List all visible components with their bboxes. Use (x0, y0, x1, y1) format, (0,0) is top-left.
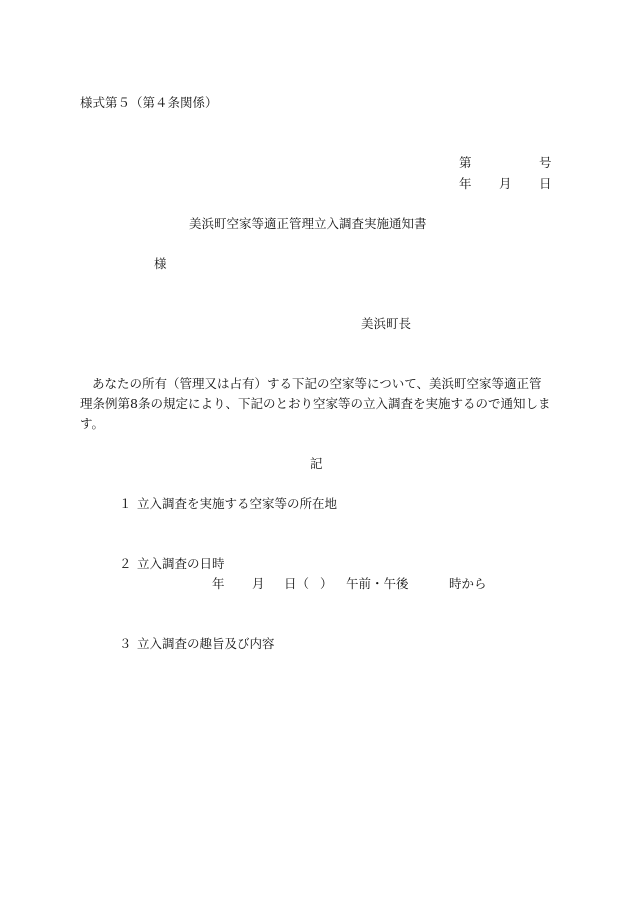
document-number-prefix: 第 (459, 155, 472, 170)
form-label: 様式第５（第４条関係） (80, 95, 218, 110)
datetime-day-close: ） (320, 576, 333, 591)
body-text: あなたの所有（管理又は占有）する下記の空家等について、美浜町空家等適正管理条例第8条の規定により、下記のとおり空家等の立入調査を実施するので通知します。 (80, 376, 551, 431)
datetime-ampm: 午前・午後 (346, 576, 409, 591)
issuer: 美浜町長 (361, 316, 412, 331)
item-1-number: １ (119, 496, 132, 511)
date-month-label: 月 (499, 176, 512, 191)
item-3-number: ３ (119, 636, 132, 651)
date-day-label: 日 (539, 176, 552, 191)
document-number-suffix: 号 (539, 155, 552, 170)
item-3-text: 立入調査の趣旨及び内容 (137, 636, 275, 651)
datetime-time-from: 時から (449, 576, 487, 591)
ki-label: 記 (310, 456, 323, 471)
item-2-text: 立入調査の日時 (137, 556, 225, 571)
date-year-label: 年 (459, 176, 472, 191)
document-title: 美浜町空家等適正管理立入調査実施通知書 (189, 216, 427, 231)
item-1-text: 立入調査を実施する空家等の所在地 (137, 496, 338, 511)
datetime-year: 年 (212, 576, 225, 591)
datetime-day-open: 日（ (284, 576, 310, 591)
addressee-suffix: 様 (154, 256, 167, 271)
item-2-number: ２ (119, 556, 132, 571)
datetime-month: 月 (252, 576, 265, 591)
